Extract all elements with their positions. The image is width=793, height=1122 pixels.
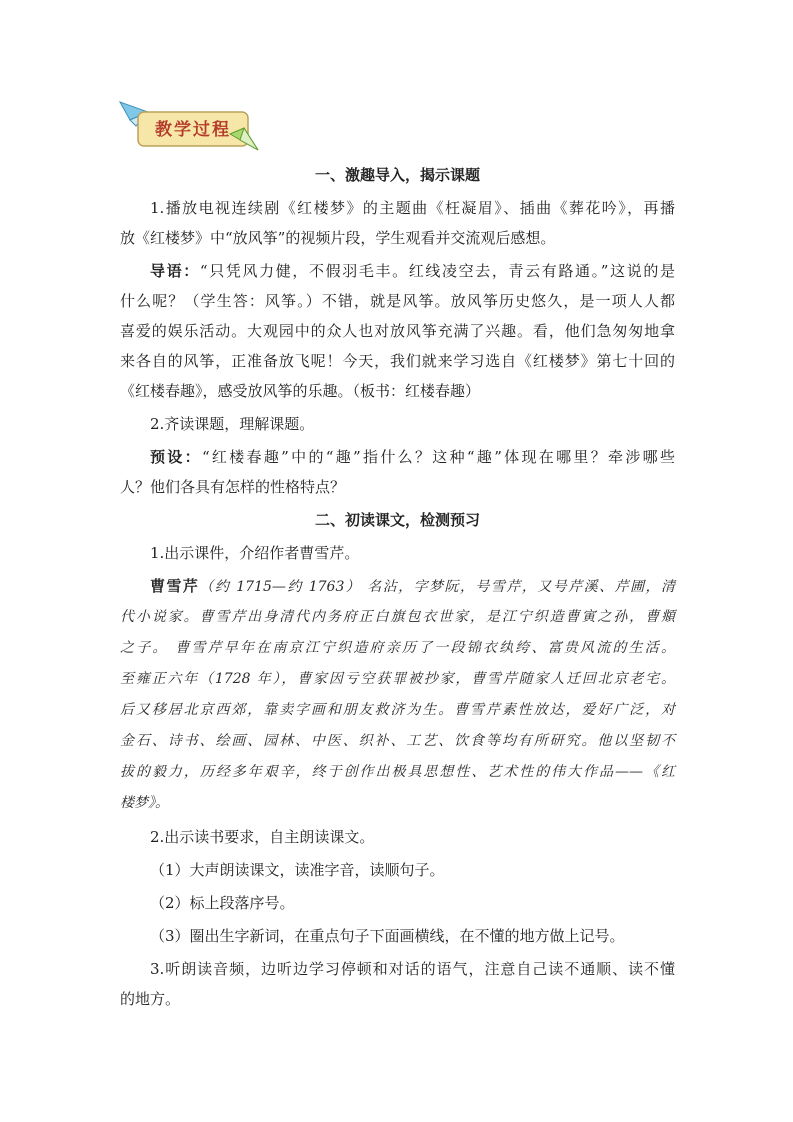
lead-in-label: 导语： — [150, 262, 200, 280]
s2-p1: 1.出示课件，介绍作者曹雪芹。 — [150, 544, 360, 562]
s1-p1-line2: 放《红楼梦》中“放风筝”的视频片段，学生观看并交流观后感想。 — [120, 229, 556, 247]
req-3: （3）圈出生字新词，在重点句子下面画横线，在不懂的地方做上记号。 — [150, 927, 625, 945]
s2-p2: 2.出示读书要求，自主朗读课文。 — [150, 828, 375, 846]
s1-p4-line2: 人？他们各具有怎样的性格特点？ — [120, 478, 346, 496]
s1-p4-line1 — [120, 442, 675, 472]
s2-p3-line1: 3.听朗读音频，边听边学习停顿和对话的语气，注意自己读不通顺、读不懂 — [150, 960, 675, 978]
s1-p2-line5: 《红楼春趣》，感受放风筝的乐趣。（板书：红楼春趣） — [120, 382, 481, 400]
req-1: （1）大声朗读课文，读准字音，读顺句子。 — [150, 861, 445, 879]
s1-p2-line1 — [120, 256, 675, 286]
req-2: （2）标上段落序号。 — [150, 894, 295, 912]
s1-p2-line2: 什么呢？（学生答：风筝。）不错，就是风筝。放风筝历史悠久，是一项人人都 — [120, 292, 675, 310]
bio-line1 — [120, 571, 675, 602]
bio-text-1: （约 1715—约 1763） 名沾，字梦阮，号雪芹，又号芹溪、芹圃，清 — [199, 579, 675, 595]
author-bio — [120, 571, 675, 819]
preset-text: “红楼春趣”中的“趣”指什么？这种“趣”体现在哪里？牵涉哪些 — [201, 448, 675, 466]
section1-heading: 一、激趣导入，揭示课题 — [314, 166, 480, 184]
bio-line8: 楼梦》。 — [120, 795, 169, 811]
teaching-process-badge — [118, 98, 260, 156]
author-name: 曹雪芹 — [150, 577, 200, 595]
s1-p2-line3: 喜爱的娱乐活动。大观园中的众人也对放风筝充满了兴趣。看，他们急匆匆地拿 — [120, 322, 675, 340]
bio-line2: 代小说家。曹雪芹出身清代内务府正白旗包衣世家，是江宁织造曹寅之孙，曹頫 — [120, 609, 675, 625]
section2-heading: 二、初读课文，检测预习 — [314, 511, 480, 529]
lesson-content — [120, 160, 675, 1014]
bio-line6: 金石、诗书、绘画、园林、中医、织补、工艺、饮食等均有所研究。他以坚韧不 — [120, 733, 675, 749]
s2-p3-line2: 的地方。 — [120, 990, 181, 1008]
bio-line3: 之子。 曹雪芹早年在南京江宁织造府亲历了一段锦衣纨绔、富贵风流的生活。 — [120, 640, 675, 656]
bio-line4: 至雍正六年（1728 年），曹家因亏空获罪被抄家，曹雪芹随家人迁回北京老宅。 — [120, 671, 675, 687]
s1-p2-line4: 来各自的风筝，正准备放飞呢！今天，我们就来学习选自《红楼梦》第七十回的 — [120, 352, 675, 370]
badge-label: 教学过程 — [155, 120, 231, 140]
preset-label: 预设： — [150, 448, 202, 466]
s1-p3: 2.齐读课题，理解课题。 — [150, 415, 315, 433]
bio-line7: 拔的毅力，历经多年艰辛，终于创作出极具思想性、艺术性的伟大作品——《红 — [120, 764, 675, 780]
s1-p1-line1: 1.播放电视连续剧《红楼梦》的主题曲《枉凝眉》、插曲《葬花吟》，再播 — [150, 199, 675, 217]
bio-line5: 后又移居北京西郊，靠卖字画和朋友救济为生。曹雪芹素性放达，爱好广泛，对 — [120, 702, 675, 718]
lead-in-text: “只凭风力健，不假羽毛丰。红线凌空去，青云有路通。”这说的是 — [199, 262, 675, 280]
